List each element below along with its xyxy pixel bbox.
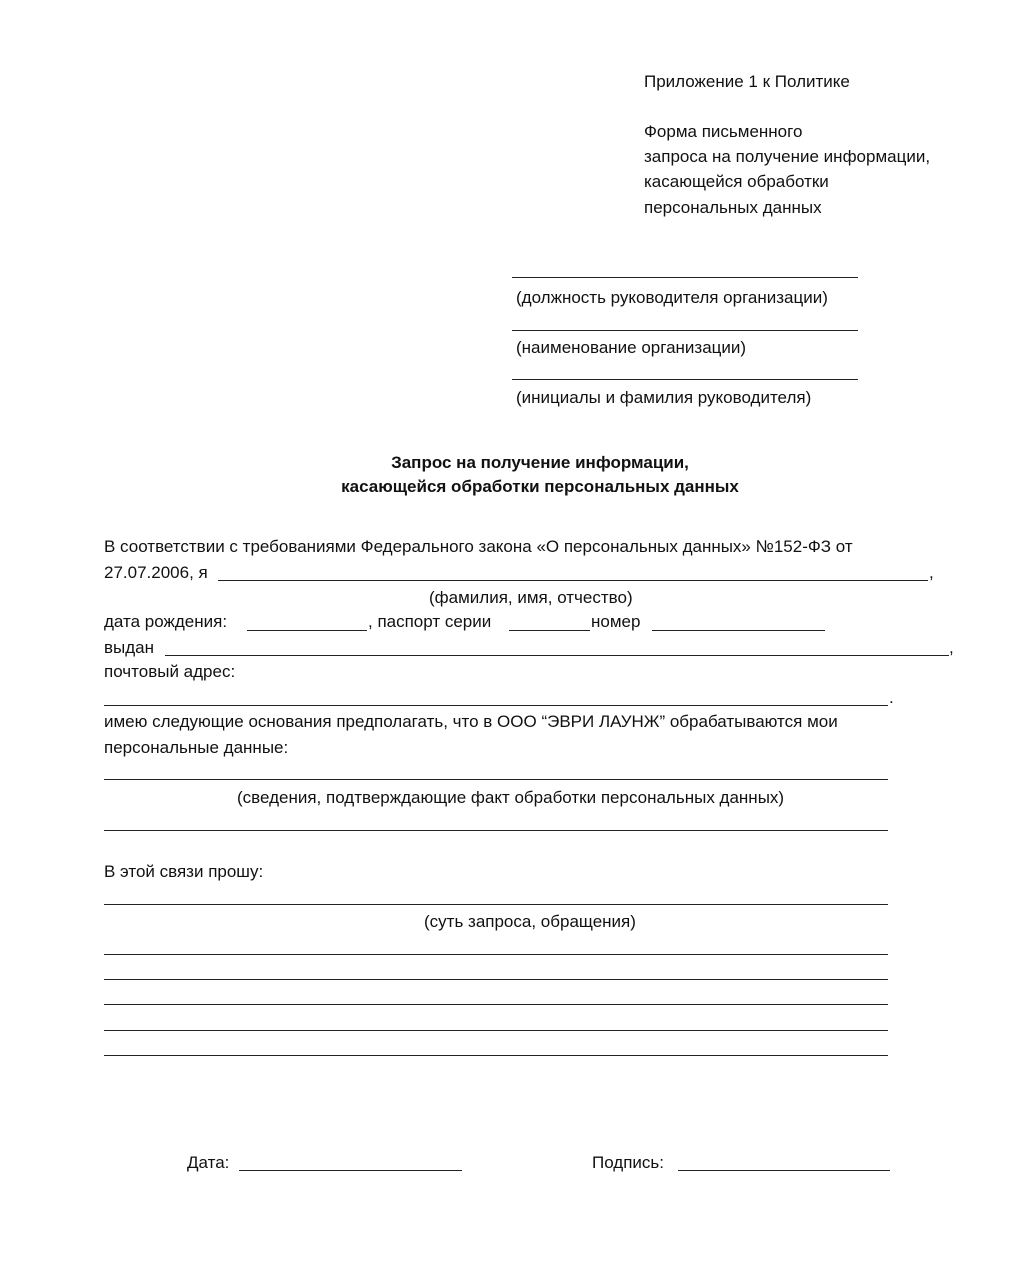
- org-name-field-line[interactable]: [512, 330, 858, 331]
- issued-by-field-line[interactable]: [165, 655, 949, 656]
- request-hint: (суть запроса, обращения): [424, 912, 636, 931]
- grounds-field-line-2[interactable]: [104, 830, 888, 831]
- address-field-line[interactable]: [104, 705, 888, 706]
- request-field-line-6[interactable]: [104, 1055, 888, 1056]
- request-field-line-4[interactable]: [104, 1004, 888, 1005]
- form-title-line-3: касающейся обработки: [644, 172, 829, 191]
- birth-date-field-line[interactable]: [247, 630, 367, 631]
- fio-field-line[interactable]: [218, 580, 928, 581]
- document-title-line-2: касающейся обработки персональных данных: [341, 477, 739, 496]
- grounds-field-line-1[interactable]: [104, 779, 888, 780]
- appendix-label: Приложение 1 к Политике: [644, 72, 850, 91]
- position-hint: (должность руководителя организации): [516, 288, 828, 307]
- signature-label: Подпись:: [592, 1153, 665, 1172]
- passport-series-label: , паспорт серии: [368, 612, 492, 631]
- passport-number-field-line[interactable]: [652, 630, 825, 631]
- request-label: В этой связи прошу:: [104, 862, 264, 881]
- date-label: Дата:: [187, 1153, 230, 1172]
- initials-hint: (инициалы и фамилия руководителя): [516, 388, 812, 407]
- issued-by-comma: ,: [949, 638, 954, 657]
- address-period: .: [889, 688, 894, 707]
- document-title-line-1: Запрос на получение информации,: [391, 453, 689, 472]
- form-title-line-4: персональных данных: [644, 198, 822, 217]
- initials-field-line[interactable]: [512, 379, 858, 380]
- grounds-hint: (сведения, подтверждающие факт обработки персональных данных): [237, 788, 785, 807]
- form-title-line-2: запроса на получение информации,: [644, 147, 931, 166]
- fio-hint: (фамилия, имя, отчество): [429, 588, 633, 607]
- intro-line-2-comma: ,: [929, 563, 934, 582]
- intro-line-2-prefix: 27.07.2006, я: [104, 563, 208, 582]
- passport-number-label: номер: [591, 612, 641, 631]
- grounds-line-2: персональные данные:: [104, 738, 289, 757]
- passport-series-field-line[interactable]: [509, 630, 590, 631]
- address-label: почтовый адрес:: [104, 662, 236, 681]
- signature-field-line[interactable]: [678, 1170, 890, 1171]
- intro-line-1: В соответствии с требованиями Федерального закона «О персональных данных» №152-ФЗ от: [104, 537, 853, 556]
- date-field-line[interactable]: [239, 1170, 462, 1171]
- birth-date-label: дата рождения:: [104, 612, 228, 631]
- request-field-line-5[interactable]: [104, 1030, 888, 1031]
- request-field-line-2[interactable]: [104, 954, 888, 955]
- org-name-hint: (наименование организации): [516, 338, 747, 357]
- request-field-line-3[interactable]: [104, 979, 888, 980]
- request-field-line-1[interactable]: [104, 904, 888, 905]
- form-title-line-1: Форма письменного: [644, 122, 803, 141]
- grounds-line-1: имею следующие основания предполагать, что в ООО “ЭВРИ ЛАУНЖ” обрабатываются мои: [104, 712, 838, 731]
- issued-by-label: выдан: [104, 638, 155, 657]
- position-field-line[interactable]: [512, 277, 858, 278]
